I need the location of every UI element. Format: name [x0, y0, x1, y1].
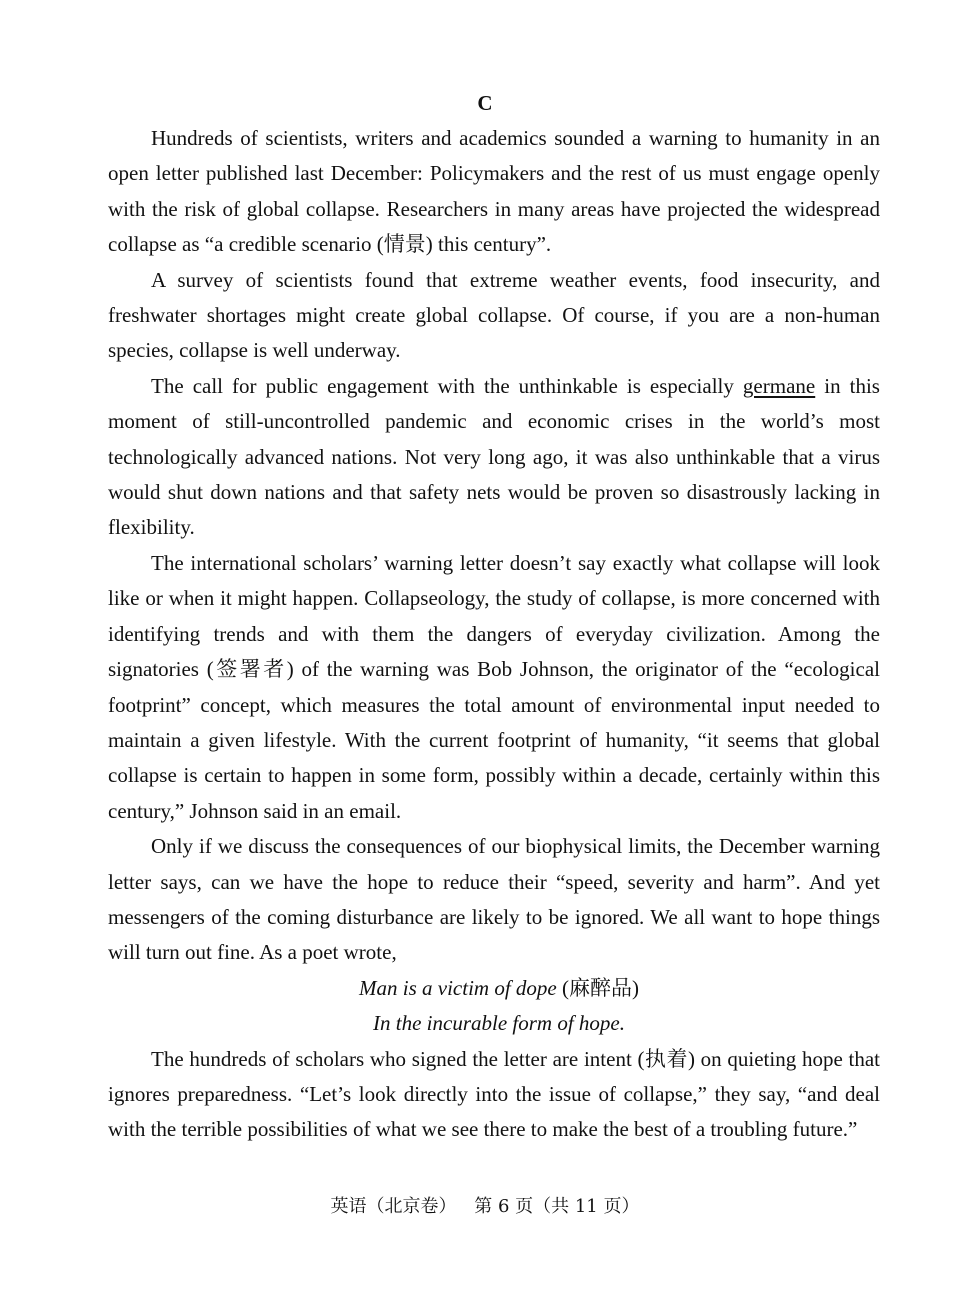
underlined-word-germane: germane: [742, 373, 816, 398]
poem-line-2-text: In the incurable form of hope.: [373, 1011, 625, 1036]
poem-line-2: [108, 1006, 880, 1041]
paragraph-2: A survey of scientists found that extreme weather events, food insecurity, and freshwater shortages might create global collapse. Of course, if you are a non-human species, collapse is well underway.: [108, 267, 880, 363]
section-title: C: [477, 91, 493, 115]
paragraph-3-start: The call for public engagement with the unthinkable is especially: [151, 373, 743, 398]
paragraph-3-end: in this moment of still-uncontrolled pandemic and economic crises in the world’s most technologically advanced nations. Not very long ago, it was also unthinkable that a virus would shut down nations and that safety nets would be proven so disastrously lacking in flexibility.: [108, 373, 880, 540]
poem-line-1-gloss: (麻醉品): [556, 975, 639, 1000]
paragraph-6: The hundreds of scholars who signed the letter are intent (执着) on quieting hope that ignores preparedness. “Let’s look directly into the issue of collapse,” they say, “and deal with the terrible possibilities of what we see there to make the best of a troubling future.”: [108, 1046, 880, 1142]
page-footer: [0, 1194, 970, 1220]
poem-line-1: [108, 971, 880, 1006]
paragraph-4: The international scholars’ warning letter doesn’t say exactly what collapse will look like or when it might happen. Collapseology, the study of collapse, is more concerned with identifying trends and with them the dangers of everyday civilization. Among the signatories (签署者) of the warning was Bob Johnson, the originator of the “ecological footprint” concept, which measures the total amount of environmental input needed to maintain a given lifestyle. With the current footprint of humanity, “it seems that global collapse is certain to happen in some form, possibly within a decade, certainly within this century,” Johnson said in an email.: [108, 550, 880, 823]
footer-page-info: 第 6 页（共 11 页）: [474, 1196, 640, 1217]
footer-subject: 英语（北京卷）: [330, 1196, 457, 1217]
poem-line-1-text: Man is a victim of dope: [359, 975, 557, 1000]
paragraph-5: Only if we discuss the consequences of our biophysical limits, the December warning letter says, can we have the hope to reduce their “speed, severity and harm”. And yet messengers of the coming disturbance are likely to be ignored. We all want to hope things will turn out fine. As a poet wrote,: [108, 834, 880, 965]
passage-body: [108, 121, 880, 1148]
paragraph-1: Hundreds of scientists, writers and academics sounded a warning to humanity in an open letter published last December: Policymakers and the rest of us must engage openly with the risk of global collapse. Researchers in many areas have projected the widespread collapse as “a credible scenario (情景) this century”.: [108, 126, 880, 257]
paragraph-3: [108, 369, 880, 546]
